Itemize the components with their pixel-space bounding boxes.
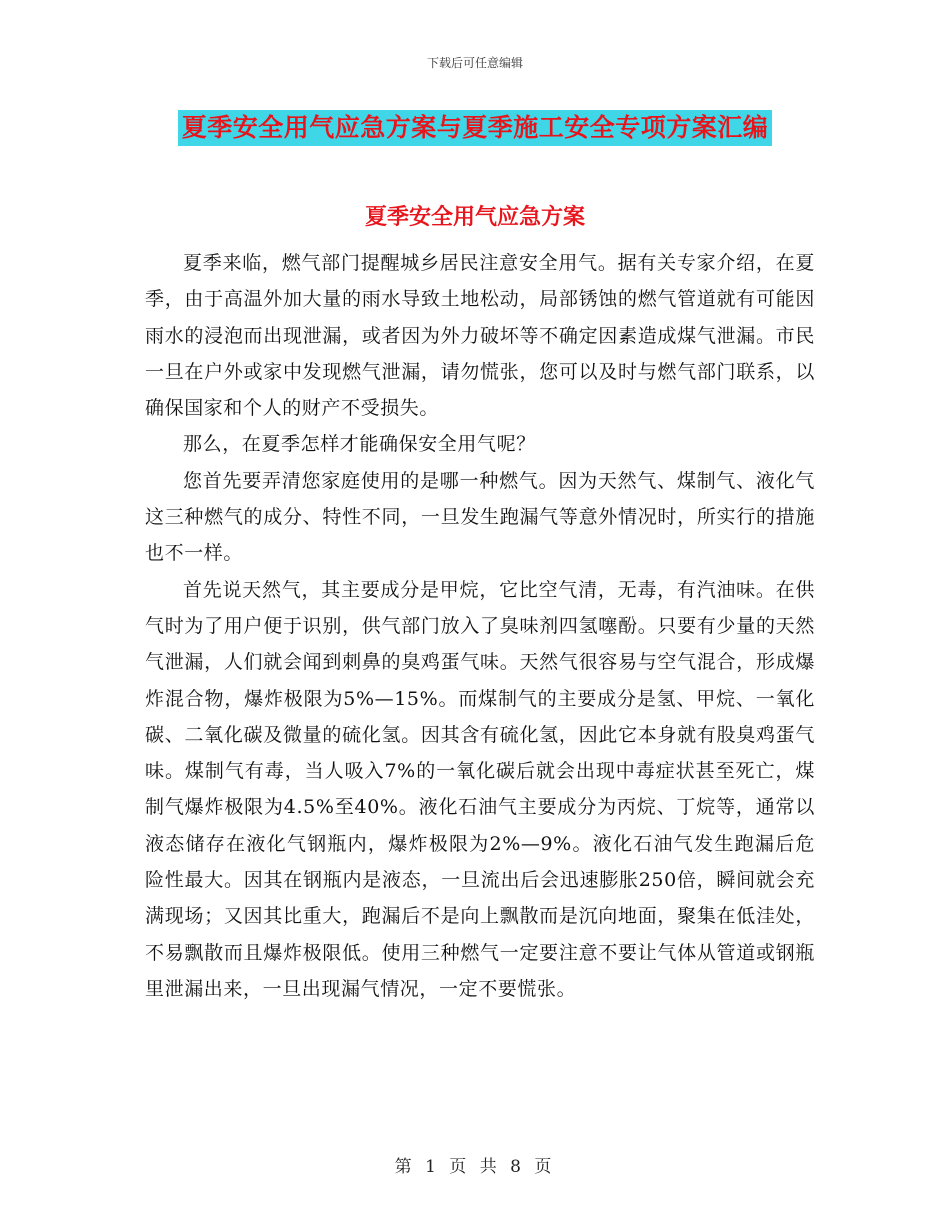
page-number: 第 1 页 共 8 页 [394,1157,556,1177]
paragraph-gas-details: 首先说天然气，其主要成分是甲烷，它比空气清，无毒，有汽油味。在供气时为了用户便于识别，供气部门放入了臭味剂四氢噻酚。只要有少量的天然气泄漏，人们就会闻到刺鼻的臭鸡蛋气味。天然气很容易与空气混合，形成爆炸混合物，爆炸极限为5%—15%。而煤制气的主要成分是氢、甲烷、一氧化碳、二氧化碳及微量的硫化氢。因其含有硫化氢，因此它本身就有股臭鸡蛋气味。煤制气有毒，当人吸入7%的一氧化碳后就会出现中毒症状甚至死亡，煤制气爆炸极限为4.5%至40%。液化石油气主要成分为丙烷、丁烷等，通常以液态储存在液化气钢瓶内，爆炸极限为2%—9%。液化石油气发生跑漏后危险性最大。因其在钢瓶内是液态，一旦流出后会迅速膨胀250倍，瞬间就会充满现场；又因其比重大，跑漏后不是向上飘散而是沉向地面，聚集在低洼处，不易飘散而且爆炸极限低。使用三种燃气一定要注意不要让气体从管道或钢瓶里泄漏出来，一旦出现漏气情况，一定不要慌张。 [145,578,815,1000]
download-note: 下载后可任意编辑 [426,56,523,70]
paragraph-question: 那么，在夏季怎样才能确保安全用气呢？ [183,433,536,456]
document-body [145,245,815,1007]
section-title: 夏季安全用气应急方案 [364,204,585,230]
document-title: 夏季安全用气应急方案与夏季施工安全专项方案汇编 [178,110,773,146]
paragraph-gas-types: 您首先要弄清您家庭使用的是哪一种燃气。因为天然气、煤制气、液化气这三种燃气的成分、特性不同，一旦发生跑漏气等意外情况时，所实行的措施也不一样。 [145,469,815,565]
paragraph-intro: 夏季来临，燃气部门提醒城乡居民注意安全用气。据有关专家介绍，在夏季，由于高温外加大量的雨水导致土地松动，局部锈蚀的燃气管道就有可能因雨水的浸泡而出现泄漏，或者因为外力破坏等不确定因素造成煤气泄漏。市民一旦在户外或家中发现燃气泄漏，请勿慌张，您可以及时与燃气部门联系，以确保国家和个人的财产不受损失。 [145,252,815,420]
main-title-container [0,110,950,146]
